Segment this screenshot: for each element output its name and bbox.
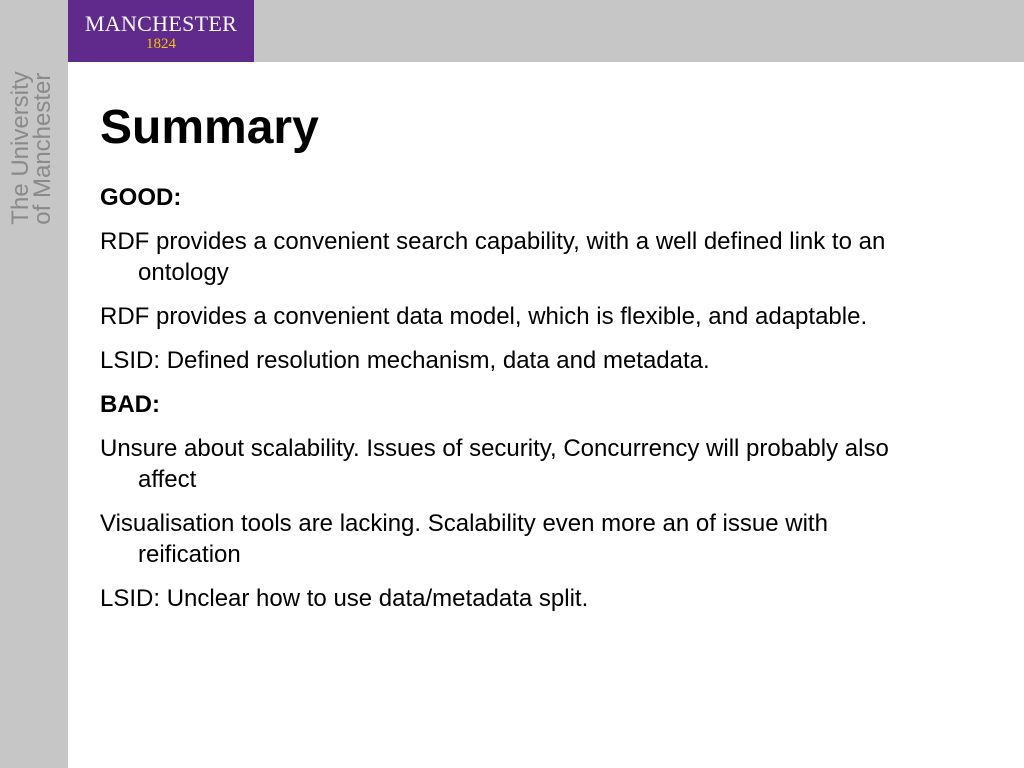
paragraph-good-2: RDF provides a convenient data model, which is flexible, and adaptable.: [100, 303, 868, 330]
paragraph-good-3: LSID: Defined resolution mechanism, data and metadata.: [100, 347, 710, 374]
paragraph-good-1: RDF provides a convenient search capability, with a well defined link to an ontology: [100, 228, 886, 286]
sidebar-line-1: The University: [7, 71, 34, 225]
logo-name: MANCHESTER: [84, 11, 238, 36]
paragraph-bad-3: LSID: Unclear how to use data/metadata split.: [100, 585, 589, 612]
slide-title: Summary: [100, 101, 319, 154]
paragraph-good-heading: GOOD:: [100, 184, 182, 211]
sidebar-wordmark-text: [7, 71, 56, 225]
slide-content: [100, 182, 930, 627]
sidebar-line-2: of Manchester: [29, 72, 56, 225]
university-logo: [68, 0, 254, 62]
logo-year: 1824: [146, 36, 176, 52]
paragraph-bad-heading: BAD:: [100, 391, 160, 418]
paragraph-bad-2: Visualisation tools are lacking. Scalability even more an of issue with reification: [100, 510, 828, 568]
paragraph-bad-1: Unsure about scalability. Issues of security, Concurrency will probably also affect: [100, 435, 889, 493]
